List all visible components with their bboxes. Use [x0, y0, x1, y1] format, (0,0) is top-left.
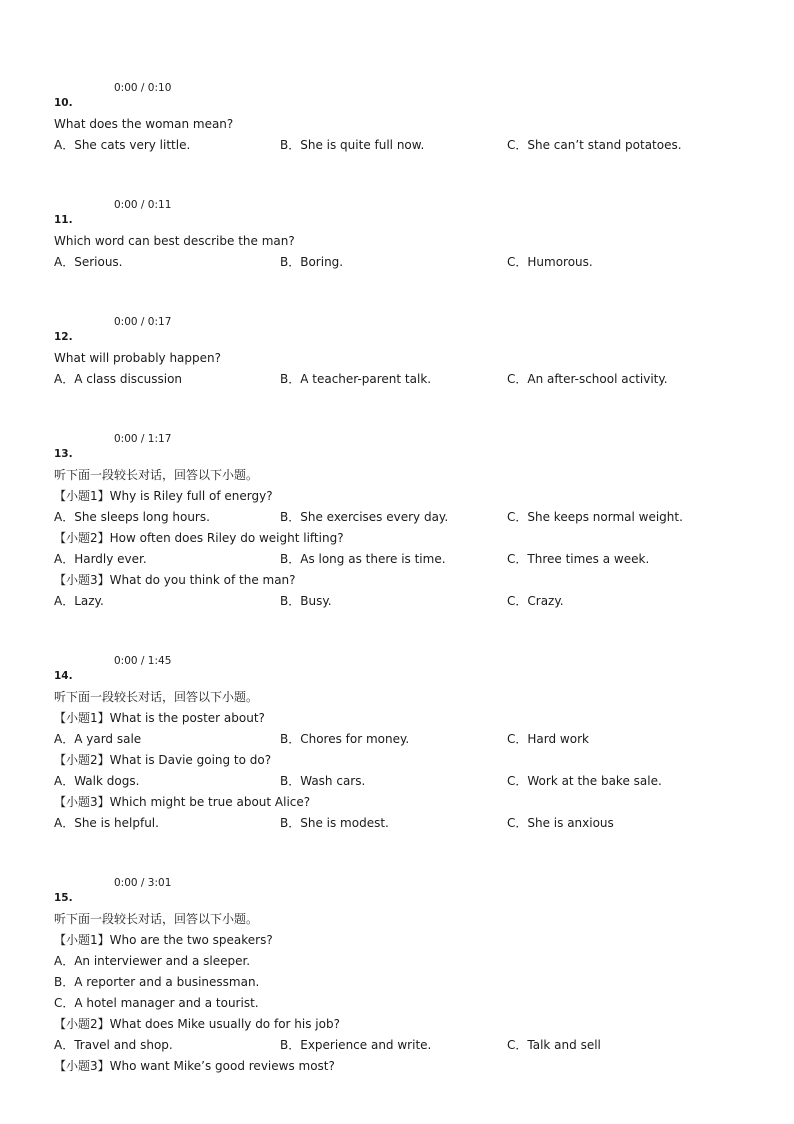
question-text: Which word can best describe the man? — [54, 234, 295, 248]
option-c[interactable]: C．She keeps normal weight. — [507, 510, 683, 524]
option-c[interactable]: C．Work at the bake sale. — [507, 774, 662, 788]
question-text: 听下面一段较长对话，回答以下小题。 — [54, 468, 259, 482]
audio-player-time[interactable]: 0:00 / 0:17 — [114, 316, 172, 328]
options-row — [54, 729, 754, 750]
option-b[interactable]: B．Experience and write. — [280, 1038, 432, 1052]
question-number: 12. — [54, 331, 73, 343]
question-text: 听下面一段较长对话，回答以下小题。 — [54, 912, 259, 926]
question-number: 13. — [54, 448, 73, 460]
question-number: 11. — [54, 214, 73, 226]
option-a[interactable]: A．A yard sale — [54, 732, 142, 746]
option-a[interactable]: A．She sleeps long hours. — [54, 510, 210, 524]
option-a[interactable]: A．Serious. — [54, 255, 123, 269]
option-c[interactable]: C．Humorous. — [507, 255, 593, 269]
options-row — [54, 135, 754, 156]
option-b[interactable]: B．She is modest. — [280, 816, 389, 830]
options-row — [54, 771, 754, 792]
option-b[interactable]: B．Chores for money. — [280, 732, 410, 746]
question-text: 【小题3】Which might be true about Alice? — [54, 795, 311, 809]
option-b[interactable]: B．A teacher-parent talk. — [280, 372, 432, 386]
option-b[interactable]: B．Busy. — [280, 594, 332, 608]
option-c[interactable]: C．She can’t stand potatoes. — [507, 138, 682, 152]
question-text: B．A reporter and a businessman. — [54, 975, 260, 989]
option-c[interactable]: C．She is anxious — [507, 816, 614, 830]
question-text: A．An interviewer and a sleeper. — [54, 954, 251, 968]
audio-player-time[interactable]: 0:00 / 1:17 — [114, 433, 172, 445]
audio-player-time[interactable]: 0:00 / 0:11 — [114, 199, 172, 211]
option-c[interactable]: C．Crazy. — [507, 594, 564, 608]
option-b[interactable]: B．Wash cars. — [280, 774, 366, 788]
audio-player-time[interactable]: 0:00 / 1:45 — [114, 655, 172, 667]
question-number: 10. — [54, 97, 73, 109]
audio-player-time[interactable]: 0:00 / 3:01 — [114, 877, 172, 889]
option-a[interactable]: A．Travel and shop. — [54, 1038, 173, 1052]
options-row — [54, 252, 754, 273]
question-text: C．A hotel manager and a tourist. — [54, 996, 259, 1010]
question-text: 【小题1】What is the poster about? — [54, 711, 265, 725]
option-c[interactable]: C．Hard work — [507, 732, 589, 746]
option-a[interactable]: A．She is helpful. — [54, 816, 159, 830]
option-a[interactable]: A．Hardly ever. — [54, 552, 147, 566]
options-row — [54, 549, 754, 570]
option-c[interactable]: C．An after-school activity. — [507, 372, 668, 386]
option-b[interactable]: B．Boring. — [280, 255, 344, 269]
option-a[interactable]: A．She cats very little. — [54, 138, 191, 152]
question-text: 听下面一段较长对话，回答以下小题。 — [54, 690, 259, 704]
question-number: 14. — [54, 670, 73, 682]
options-row — [54, 591, 754, 612]
options-row — [54, 1035, 754, 1056]
option-c[interactable]: C．Talk and sell — [507, 1038, 601, 1052]
question-text: What does the woman mean? — [54, 117, 234, 131]
question-text: 【小题2】What is Davie going to do? — [54, 753, 272, 767]
question-text: 【小题1】Who are the two speakers? — [54, 933, 273, 947]
question-text: 【小题3】What do you think of the man? — [54, 573, 296, 587]
option-a[interactable]: A．Lazy. — [54, 594, 104, 608]
question-number: 15. — [54, 892, 73, 904]
question-text: 【小题2】How often does Riley do weight lifting? — [54, 531, 344, 545]
option-b[interactable]: B．She exercises every day. — [280, 510, 449, 524]
question-text: 【小题2】What does Mike usually do for his job? — [54, 1017, 340, 1031]
options-row — [54, 369, 754, 390]
question-text: What will probably happen? — [54, 351, 221, 365]
option-b[interactable]: B．She is quite full now. — [280, 138, 425, 152]
option-a[interactable]: A．A class discussion — [54, 372, 183, 386]
options-row — [54, 507, 754, 528]
question-text: 【小题3】Who want Mike’s good reviews most? — [54, 1059, 335, 1073]
options-row — [54, 813, 754, 834]
audio-player-time[interactable]: 0:00 / 0:10 — [114, 82, 172, 94]
question-text: 【小题1】Why is Riley full of energy? — [54, 489, 273, 503]
option-b[interactable]: B．As long as there is time. — [280, 552, 446, 566]
option-a[interactable]: A．Walk dogs. — [54, 774, 140, 788]
option-c[interactable]: C．Three times a week. — [507, 552, 650, 566]
